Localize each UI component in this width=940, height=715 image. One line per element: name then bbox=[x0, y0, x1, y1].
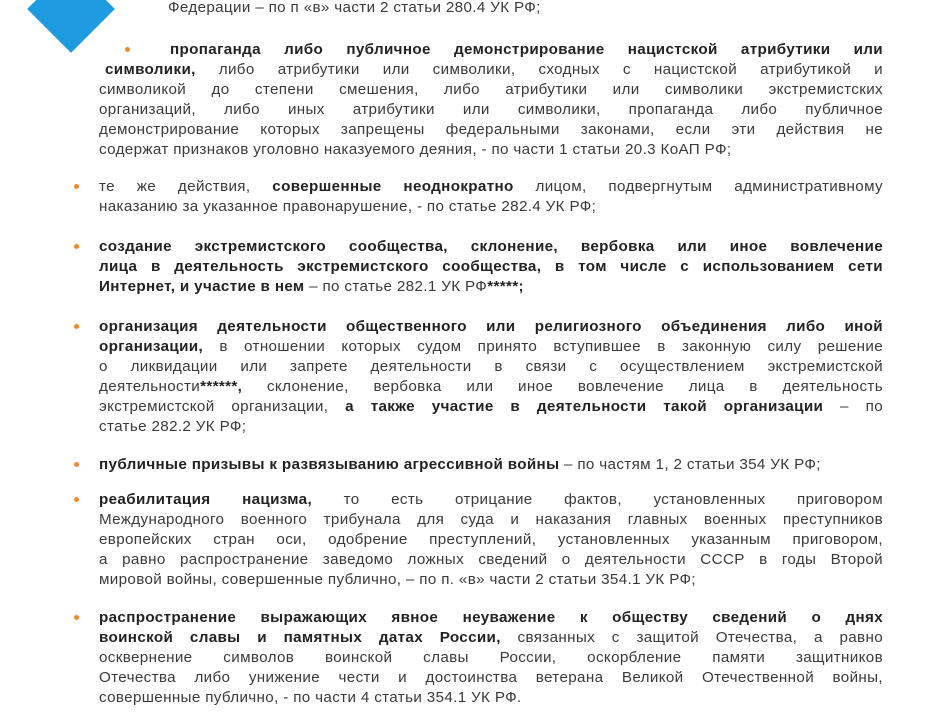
list-item-line: Международного военного трибунала для суда и наказания главных военных преступников bbox=[99, 511, 883, 528]
list-item: пропаганда либо публичное демонстрирование нацистской атрибутики или bbox=[170, 41, 883, 58]
list-item-line: демонстрирование которых запрещены федеральными законами, если эти действия не bbox=[99, 121, 883, 138]
list-item: распространение выражающих явное неуважение к обществу сведений о днях bbox=[99, 609, 883, 626]
list-item: те же действия, совершенные неоднократно лицом, подвергнутым административному bbox=[99, 178, 884, 195]
bullet-icon bbox=[74, 184, 79, 189]
bullet-icon bbox=[74, 497, 79, 502]
list-item-line: статье 282.2 УК РФ; bbox=[99, 418, 247, 435]
list-item-line: символики, либо атрибутики или символики, сходных с нацистской атрибутикой и bbox=[105, 61, 883, 78]
list-item-line: организации, в отношении которых судом принято вступившее в законную силу решение bbox=[99, 338, 883, 355]
bullet-icon bbox=[74, 324, 79, 329]
list-item-line: экстремистской организации, а также участие в деятельности такой организации – по bbox=[99, 398, 884, 415]
bullet-icon bbox=[74, 244, 79, 249]
list-item: реабилитация нацизма, то есть отрицание фактов, установленных приговором bbox=[99, 491, 883, 508]
list-item-line: Интернет, и участие в нем – по статье 282.1 УК РФ*****; bbox=[99, 278, 524, 295]
list-item-line: о ликвидации или запрете деятельности в связи с осуществлением экстремистской bbox=[99, 358, 883, 375]
list-item-line: лица в деятельность экстремистского сообщества, в том числе с использованием сети bbox=[99, 258, 883, 275]
list-item-line: деятельности******, склонение, вербовка или иное вовлечение лица в деятельность bbox=[99, 378, 883, 395]
bullet-icon bbox=[74, 462, 79, 467]
corner-decoration bbox=[27, 0, 115, 53]
list-item-line: символикой до степени смешения, либо атрибутики или символики экстремистских bbox=[99, 81, 883, 98]
list-item-line: мировой войны, совершенные публично, – по п. «в» части 2 статьи 354.1 УК РФ; bbox=[99, 571, 696, 588]
list-item-line: Отечества либо унижение чести и достоинства ветерана Великой Отечественной войны, bbox=[99, 669, 883, 686]
list-item-line: европейских стран оси, одобрение преступлений, установленных указанным приговором, bbox=[99, 531, 883, 548]
list-item: создание экстремистского сообщества, склонение, вербовка или иное вовлечение bbox=[99, 238, 883, 255]
list-item-line: наказанию за указанное правонарушение, - по статье 282.4 УК РФ; bbox=[99, 198, 597, 215]
bullet-icon bbox=[74, 615, 79, 620]
list-item-line: совершенные публично, - по части 4 статьи 354.1 УК РФ. bbox=[99, 689, 522, 706]
list-item-line: содержат признаков уголовно наказуемого деяния, - по части 1 статьи 20.3 КоАП РФ; bbox=[99, 141, 732, 158]
list-item-line: организаций, либо иных атрибутики или символики, пропаганда либо публичное bbox=[99, 101, 883, 118]
list-item: публичные призывы к развязыванию агрессивной войны – по частям 1, 2 статьи 354 УК РФ; bbox=[99, 456, 821, 473]
list-item-line: воинской славы и памятных датах России, связанных с защитой Отечества, а равно bbox=[99, 629, 883, 646]
bullet-icon bbox=[125, 47, 130, 52]
list-item: организация деятельности общественного или религиозного объединения либо иной bbox=[99, 318, 883, 335]
continuation-line: Федерации – по п «в» части 2 статьи 280.4 УК РФ; bbox=[168, 0, 541, 16]
list-item-line: а равно распространение заведомо ложных сведений о деятельности СССР в годы Второй bbox=[99, 551, 883, 568]
list-item-line: осквернение символов воинской славы России, оскорбление памяти защитников bbox=[99, 649, 883, 666]
